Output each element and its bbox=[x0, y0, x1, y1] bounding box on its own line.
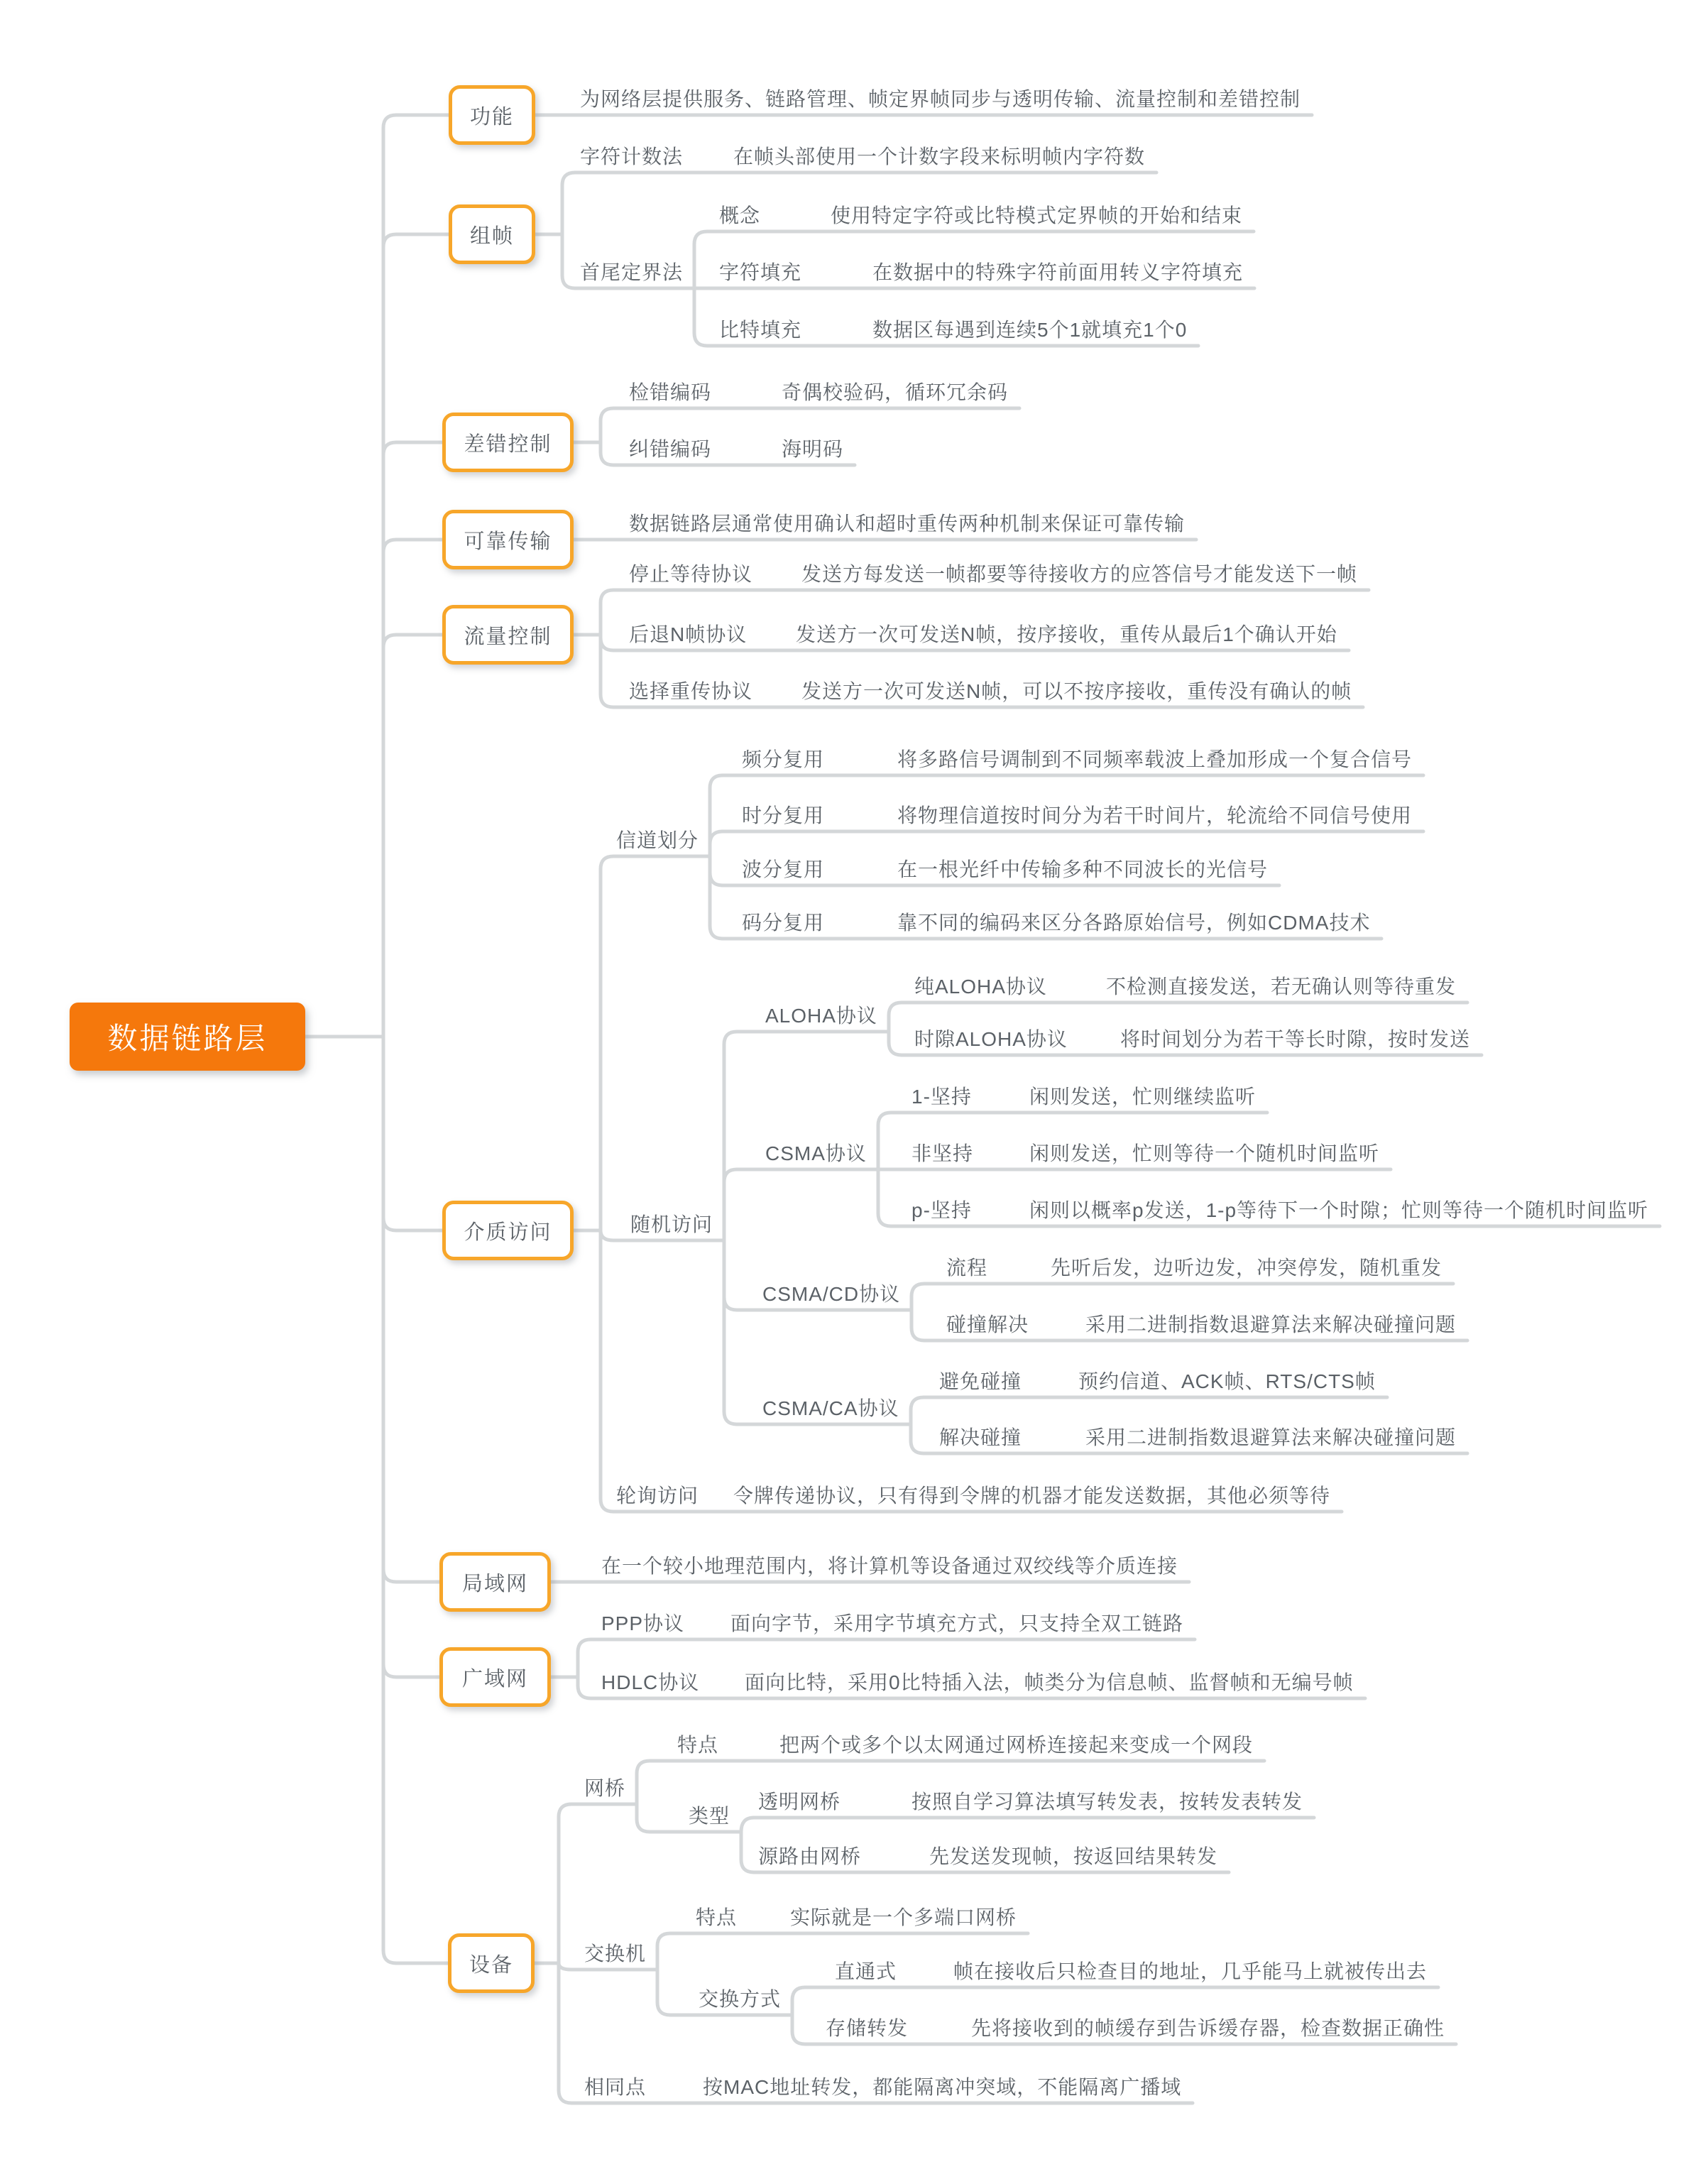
root-topic[interactable] bbox=[70, 1003, 305, 1071]
connector bbox=[911, 1397, 1387, 1424]
node-bitetianchong[interactable]: 比特填充 bbox=[719, 319, 802, 341]
branch-topic-shebei[interactable] bbox=[448, 1933, 535, 1993]
node-touming[interactable]: 透明网桥 bbox=[758, 1791, 841, 1813]
connector bbox=[383, 442, 442, 1037]
connector bbox=[383, 1037, 439, 1582]
node-pjianchi[interactable]: p-坚持 bbox=[912, 1199, 972, 1221]
node-wangqiao[interactable]: 网桥 bbox=[584, 1777, 626, 1799]
node-desc-xiangtongdian[interactable]: 按MAC地址转发，都能隔离冲突域，不能隔离广播域 bbox=[703, 2076, 1182, 2098]
connector bbox=[792, 1987, 1438, 2015]
node-desc-wq_tedian[interactable]: 把两个或多个以太网通过网桥连接起来变成一个网段 bbox=[779, 1734, 1254, 1756]
node-bofen[interactable]: 波分复用 bbox=[742, 858, 825, 880]
node-desc-shixialoha[interactable]: 将时间划分为若干等长时隙，按时发送 bbox=[1120, 1028, 1471, 1050]
node-desc-jiejuepengzhuang[interactable]: 采用二进制指数退避算法来解决碰撞问题 bbox=[1085, 1426, 1457, 1448]
topic-label: 数据链路层 bbox=[107, 1022, 268, 1055]
node-csmaca[interactable]: CSMA/CA协议 bbox=[762, 1397, 899, 1419]
node-desc-bofen[interactable]: 在一根光纤中传输多种不同波长的光信号 bbox=[897, 858, 1269, 880]
node-shixialoha[interactable]: 时隙ALOHA协议 bbox=[914, 1028, 1068, 1050]
connector bbox=[741, 1818, 1314, 1832]
branch-topic-chacuokongzhi[interactable] bbox=[442, 413, 574, 472]
topic-label: 组帧 bbox=[469, 224, 514, 248]
node-tingzhidengdai[interactable]: 停止等待协议 bbox=[629, 563, 753, 585]
node-desc-feijianchi[interactable]: 闲则发送，忙则等待一个随机时间监听 bbox=[1029, 1142, 1380, 1164]
node-desc-shifen[interactable]: 将物理信道按时间分为若干时间片，轮流给不同信号使用 bbox=[897, 804, 1413, 826]
connector bbox=[383, 1037, 448, 1963]
topic-label: 差错控制 bbox=[464, 432, 552, 456]
node-lunxunfangwen[interactable]: 轮询访问 bbox=[616, 1485, 699, 1507]
node-pengzhuangjiejue[interactable]: 碰撞解决 bbox=[946, 1314, 1029, 1336]
node-jiucuo[interactable]: 纠错编码 bbox=[629, 438, 712, 460]
connector bbox=[601, 856, 710, 1230]
connector bbox=[724, 1169, 878, 1240]
branch-topic-liuliangkongzhi[interactable] bbox=[442, 605, 574, 665]
node-xuanzechongchuan[interactable]: 选择重传协议 bbox=[629, 680, 753, 702]
node-desc-gainian[interactable]: 使用特定字符或比特模式定界帧的开始和结束 bbox=[831, 204, 1243, 226]
node-xiangtongdian[interactable]: 相同点 bbox=[584, 2076, 647, 2098]
node-liucheng[interactable]: 流程 bbox=[946, 1257, 988, 1279]
node-houtuin[interactable]: 后退N帧协议 bbox=[629, 623, 748, 645]
node-shouweidingjiefa[interactable]: 首尾定界法 bbox=[580, 261, 684, 283]
node-jiaohuanji[interactable]: 交换机 bbox=[584, 1943, 647, 1965]
node-jiancuo[interactable]: 检错编码 bbox=[629, 381, 712, 403]
node-csmacd[interactable]: CSMA/CD协议 bbox=[762, 1283, 901, 1305]
connector bbox=[912, 1284, 1453, 1310]
topic-label: 功能 bbox=[469, 105, 514, 129]
node-suijifangwen[interactable]: 随机访问 bbox=[630, 1213, 713, 1235]
node-desc-jy_d[interactable]: 在一个较小地理范围内，将计算机等设备通过双绞线等介质连接 bbox=[601, 1555, 1178, 1577]
node-desc-zifutianchong[interactable]: 在数据中的特殊字符前面用转义字符填充 bbox=[872, 261, 1244, 283]
node-desc-lunxunfangwen[interactable]: 令牌传递协议，只有得到令牌的机器才能发送数据，其他必须等待 bbox=[733, 1485, 1331, 1507]
node-desc-pjianchi[interactable]: 闲则以概率p发送，1-p等待下一个时隙；忙则等待一个随机时间监听 bbox=[1029, 1199, 1649, 1221]
node-wq_tedian[interactable]: 特点 bbox=[677, 1734, 719, 1756]
node-desc-houtuin[interactable]: 发送方一次可发送N帧，按序接收，重传从最后1个确认开始 bbox=[796, 623, 1337, 645]
topic-label: 广域网 bbox=[461, 1667, 528, 1691]
connector bbox=[383, 540, 442, 1037]
branch-topic-zuzhen[interactable] bbox=[449, 204, 535, 264]
node-shifen[interactable]: 时分复用 bbox=[742, 804, 825, 826]
topic-label: 局域网 bbox=[461, 1572, 528, 1595]
connector bbox=[710, 831, 1423, 856]
node-desc-jiancuo[interactable]: 奇偶校验码，循环冗余码 bbox=[782, 381, 1009, 403]
node-desc-touming[interactable]: 按照自学习算法填写转发表，按转发表转发 bbox=[912, 1791, 1303, 1813]
node-desc-liucheng[interactable]: 先听后发，边听边发，冲突停发，随机重发 bbox=[1051, 1257, 1443, 1279]
node-ppp[interactable]: PPP协议 bbox=[601, 1612, 685, 1634]
connector bbox=[383, 635, 442, 1037]
topic-label: 介质访问 bbox=[464, 1221, 552, 1244]
connector bbox=[383, 115, 449, 1037]
node-hdlc[interactable]: HDLC协议 bbox=[601, 1671, 700, 1693]
node-desc-jianchi1[interactable]: 闲则发送，忙则继续监听 bbox=[1029, 1086, 1257, 1108]
node-gainian[interactable]: 概念 bbox=[719, 204, 761, 226]
node-desc-jhj_tedian[interactable]: 实际就是一个多端口网桥 bbox=[790, 1906, 1017, 1928]
node-desc-kk_d[interactable]: 数据链路层通常使用确认和超时重传两种机制来保证可靠传输 bbox=[629, 513, 1186, 535]
node-mafen[interactable]: 码分复用 bbox=[742, 912, 825, 934]
node-leixing[interactable]: 类型 bbox=[689, 1805, 730, 1827]
branch-topic-jiezhifangwen[interactable] bbox=[442, 1201, 574, 1260]
node-xindaohuafen[interactable]: 信道划分 bbox=[616, 829, 699, 851]
branch-topic-guangyuwang[interactable] bbox=[439, 1647, 551, 1707]
node-zhitongshi[interactable]: 直通式 bbox=[835, 1960, 897, 1982]
node-desc-tingzhidengdai[interactable]: 发送方每发送一帧都要等待接收方的应答信号才能发送下一帧 bbox=[801, 563, 1358, 585]
node-jiejuepengzhuang[interactable]: 解决碰撞 bbox=[939, 1426, 1022, 1448]
node-desc-cunchuzhuanfa[interactable]: 先将接收到的帧缓存到告诉缓存器，检查数据正确性 bbox=[971, 2017, 1445, 2039]
node-desc-yuanluyou[interactable]: 先发送发现帧，按返回结果转发 bbox=[929, 1845, 1218, 1867]
node-desc-chunaloha[interactable]: 不检测直接发送，若无确认则等待重发 bbox=[1106, 976, 1457, 998]
node-desc-gn_d[interactable]: 为网络层提供服务、链路管理、帧定界帧同步与透明传输、流量控制和差错控制 bbox=[580, 88, 1301, 110]
node-desc-zhitongshi[interactable]: 帧在接收后只检查目的地址，几乎能马上就被传出去 bbox=[953, 1960, 1428, 1982]
topic-label: 流量控制 bbox=[464, 625, 552, 648]
node-csma[interactable]: CSMA协议 bbox=[765, 1142, 867, 1164]
branch-topic-kekaochuanshu[interactable] bbox=[442, 510, 574, 569]
node-desc-xuanzechongchuan[interactable]: 发送方一次可发送N帧，可以不按序接收，重传没有确认的帧 bbox=[801, 680, 1352, 702]
node-desc-hdlc[interactable]: 面向比特，采用0比特插入法，帧类分为信息帧、监督帧和无编号帧 bbox=[745, 1671, 1354, 1693]
connector bbox=[724, 1032, 889, 1240]
node-desc-mafen[interactable]: 靠不同的编码来区分各路原始信号，例如CDMA技术 bbox=[897, 912, 1371, 934]
node-chunaloha[interactable]: 纯ALOHA协议 bbox=[914, 976, 1047, 998]
node-feijianchi[interactable]: 非坚持 bbox=[912, 1142, 974, 1164]
topic-label: 设备 bbox=[469, 1953, 513, 1977]
node-jianchi1[interactable]: 1-坚持 bbox=[912, 1086, 972, 1108]
node-jiaohuanfangshi[interactable]: 交换方式 bbox=[699, 1988, 782, 2010]
node-desc-bitetianchong[interactable]: 数据区每遇到连续5个1就填充1个0 bbox=[872, 319, 1188, 341]
branch-topic-juyuwang[interactable] bbox=[439, 1552, 551, 1612]
node-desc-bimianpengzhuang[interactable]: 预约信道、ACK帧、RTS/CTS帧 bbox=[1078, 1370, 1376, 1392]
branch-topic-gongneng[interactable] bbox=[449, 85, 535, 145]
node-bimianpengzhuang[interactable]: 避免碰撞 bbox=[939, 1370, 1022, 1392]
node-yuanluyou[interactable]: 源路由网桥 bbox=[758, 1845, 862, 1867]
node-zifujishufa[interactable]: 字符计数法 bbox=[580, 146, 684, 168]
node-jhj_tedian[interactable]: 特点 bbox=[696, 1906, 738, 1928]
node-desc-ppp[interactable]: 面向字节，采用字节填充方式，只支持全双工链路 bbox=[730, 1612, 1184, 1634]
node-cunchuzhuanfa[interactable]: 存储转发 bbox=[826, 2017, 909, 2039]
connector bbox=[383, 1037, 442, 1230]
node-desc-pinfen[interactable]: 将多路信号调制到不同频率载波上叠加形成一个复合信号 bbox=[897, 748, 1413, 770]
node-zifutianchong[interactable]: 字符填充 bbox=[719, 261, 802, 283]
node-desc-pengzhuangjiejue[interactable]: 采用二进制指数退避算法来解决碰撞问题 bbox=[1085, 1314, 1457, 1336]
node-pinfen[interactable]: 频分复用 bbox=[742, 748, 825, 770]
node-desc-zifujishufa[interactable]: 在帧头部使用一个计数字段来标明帧内字符数 bbox=[733, 146, 1146, 168]
node-desc-jiucuo[interactable]: 海明码 bbox=[782, 438, 844, 460]
topic-label: 可靠传输 bbox=[464, 530, 552, 553]
node-aloha[interactable]: ALOHA协议 bbox=[765, 1005, 877, 1027]
